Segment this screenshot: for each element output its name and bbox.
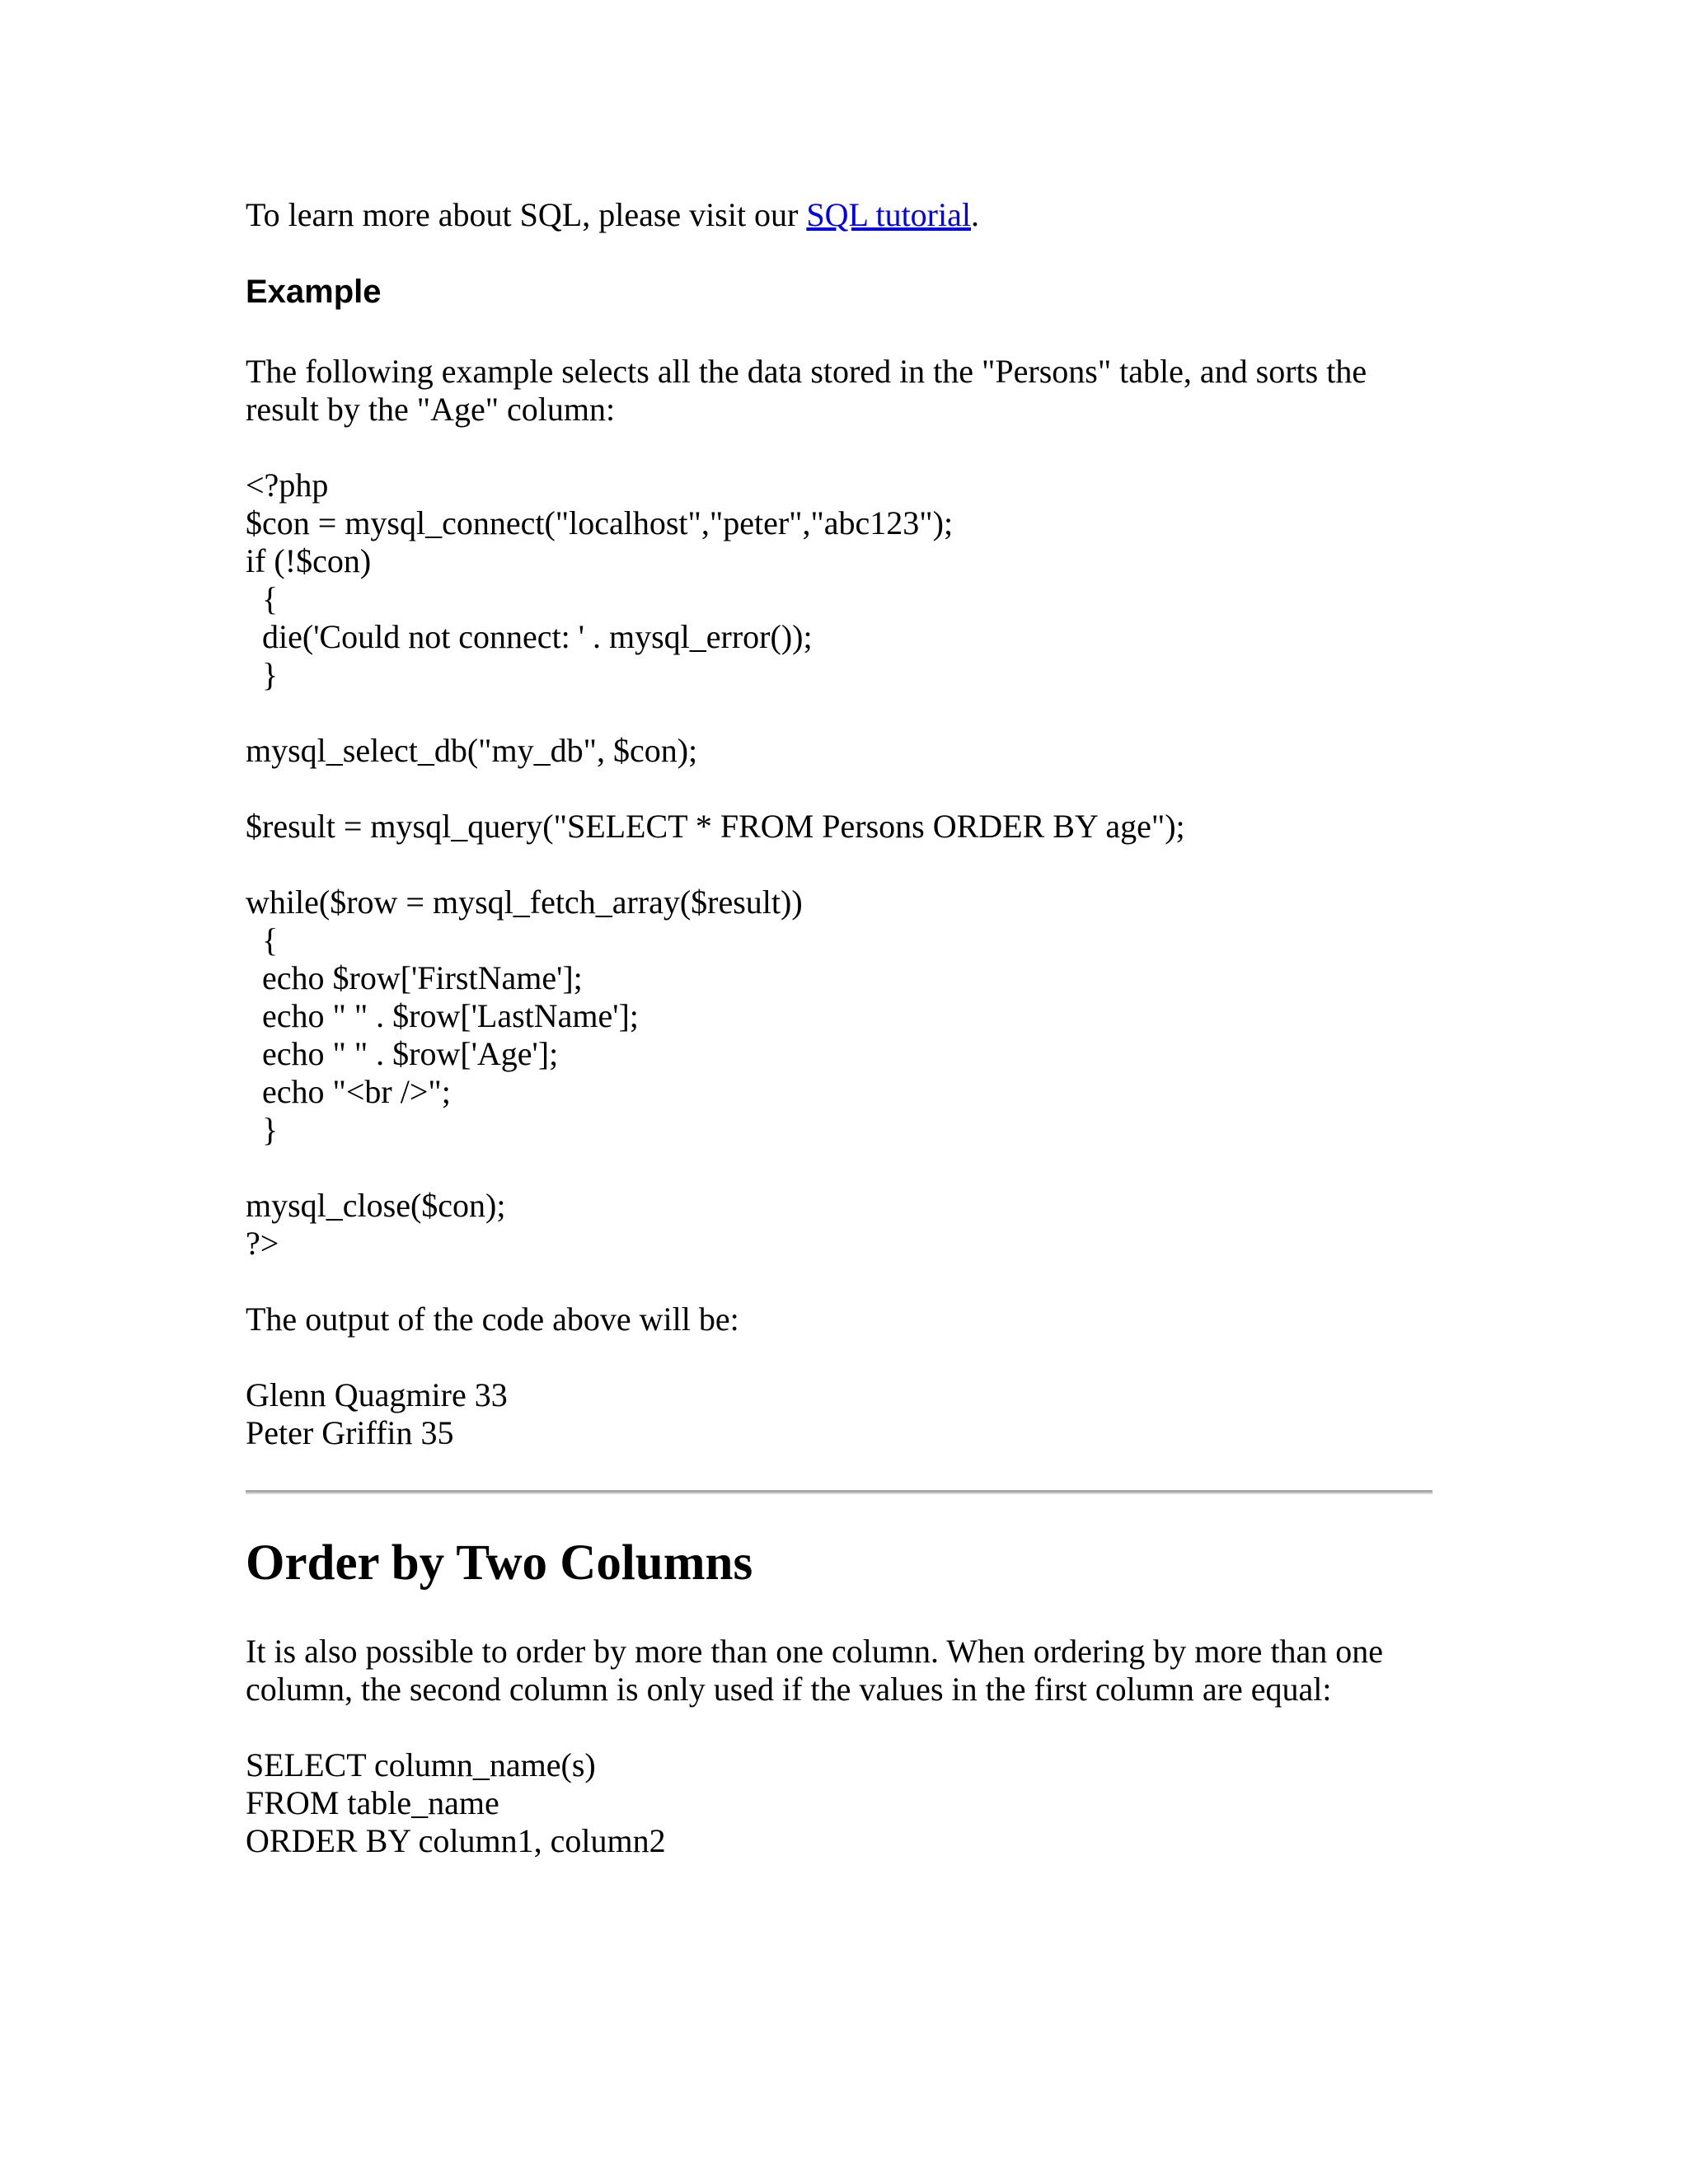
code-line: echo $row['FirstName']; — [246, 959, 583, 996]
horizontal-divider — [246, 1490, 1432, 1494]
syntax-line: ORDER BY column1, column2 — [246, 1822, 666, 1859]
code-line: $result = mysql_query("SELECT * FROM Persons ORDER BY age"); — [246, 808, 1185, 845]
example-heading: Example — [246, 274, 382, 310]
code-line: echo " " . $row['LastName']; — [246, 997, 639, 1034]
code-line: $con = mysql_connect("localhost","peter","abc123"); — [246, 504, 954, 541]
code-line: mysql_close($con); — [246, 1187, 506, 1224]
intro-paragraph — [246, 196, 979, 234]
example-description-line: result by the "Age" column: — [246, 391, 616, 428]
code-line: if (!$con) — [246, 542, 372, 579]
intro-text: To learn more about SQL, please visit our — [246, 196, 807, 233]
intro-period: . — [970, 196, 979, 233]
section-description-line: It is also possible to order by more than one column. When ordering by more than one — [246, 1633, 1384, 1670]
code-line: echo "<br />"; — [246, 1073, 451, 1110]
section-description-line: column, the second column is only used if the values in the first column are equal: — [246, 1671, 1332, 1708]
code-line: while($row = mysql_fetch_array($result)) — [246, 883, 803, 921]
code-line: { — [246, 921, 279, 958]
syntax-line: SELECT column_name(s) — [246, 1746, 596, 1783]
code-line: die('Could not connect: ' . mysql_error()); — [246, 618, 813, 655]
output-intro: The output of the code above will be: — [246, 1301, 739, 1338]
code-line: echo " " . $row['Age']; — [246, 1035, 559, 1072]
syntax-line: FROM table_name — [246, 1784, 499, 1821]
sql-tutorial-link[interactable]: SQL tutorial — [806, 196, 971, 233]
output-line: Glenn Quagmire 33 — [246, 1376, 508, 1413]
output-line: Peter Griffin 35 — [246, 1414, 454, 1451]
code-line: mysql_select_db("my_db", $con); — [246, 732, 698, 769]
code-line: ?> — [246, 1225, 279, 1262]
example-description-line: The following example selects all the data stored in the "Persons" table, and sorts the — [246, 353, 1367, 390]
code-line: { — [246, 580, 279, 617]
code-line: <?php — [246, 466, 329, 504]
code-line: } — [246, 1111, 279, 1148]
section-heading: Order by Two Columns — [246, 1535, 753, 1591]
code-line: } — [246, 656, 279, 693]
